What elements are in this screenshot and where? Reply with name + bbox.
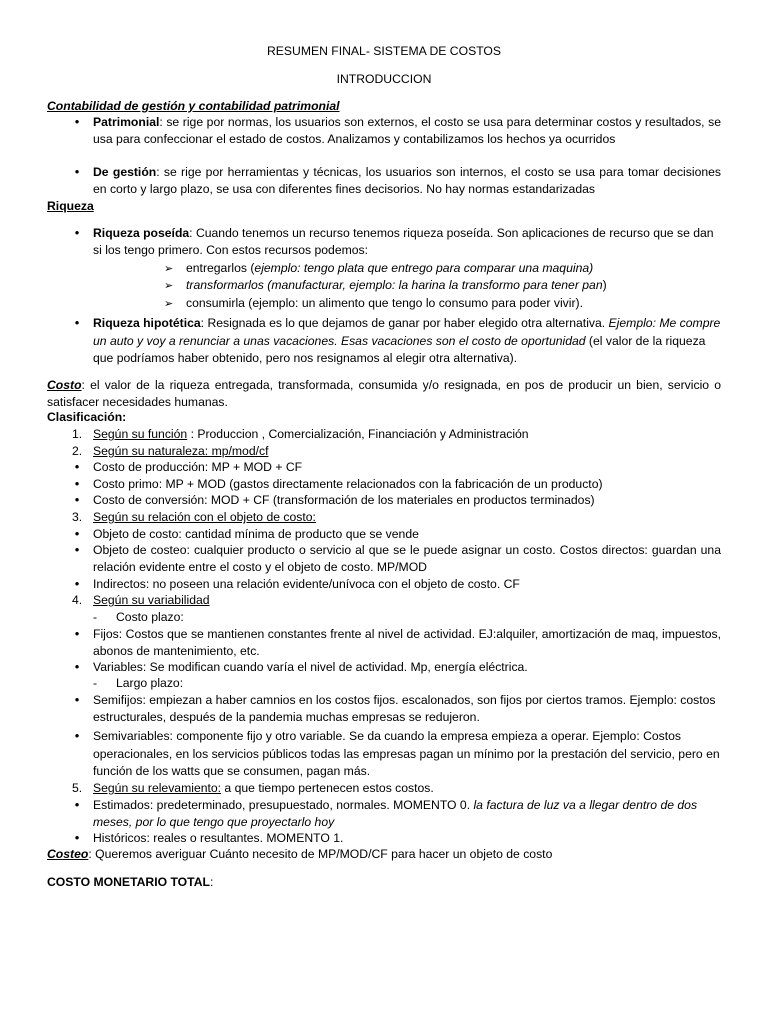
sub-heading: Costo plazo: [116, 610, 184, 624]
list-item: Semivariables: componente fijo y otro variable. Se da cuando la empresa empieza a operar. Ejemplo: Costos operacionales, en los servicios públicos todas las empresas pagan un mínimo por la prestación del servicio, pero en función de los watts que se consumen, pagan más. [93, 729, 720, 778]
text: : se rige por normas, los usuarios son externos, el costo se usa para determinar costos y resultados, se usa para confeccionar el estado de costos. Analizamos y contabilizamos los hechos ya ocurridos [93, 115, 721, 146]
dash-bullet: - [93, 676, 98, 690]
patrimonial-item [93, 114, 721, 148]
list-item: Objeto de costeo: cualquier producto o servicio al que se le puede asignar un costo. Costos directos: guardan una relación evidente entre el costo y el objeto de costo. MP/MOD [93, 543, 721, 574]
text-underlined: Según su relevamiento: [93, 781, 222, 795]
term: Costo [47, 378, 82, 392]
list-item: Costo primo: MP + MOD (gastos directamente relacionados con la fabricación de un producto) [93, 477, 603, 491]
text: : Cuando tenemos un recurso tenemos riqueza poseída. Son aplicaciones de recurso que se dan si los tengo primero. Con estos recursos podemos: [93, 226, 714, 257]
bullet: • [74, 830, 80, 845]
text: : Produccion , Comercialización, Financiación y Administración [187, 427, 529, 441]
document-title: RESUMEN FINAL- SISTEMA DE COSTOS [266, 44, 502, 58]
list-item: Objeto de costo: cantidad mínima de producto que se vende [93, 527, 419, 541]
costo-definition [47, 377, 721, 411]
list-item [93, 780, 721, 797]
gestion-item [93, 164, 721, 198]
list-item: Históricos: reales o resultantes. MOMENTO 1. [93, 831, 344, 845]
bullet: • [74, 164, 80, 179]
bullet: • [74, 492, 80, 507]
list-item: Según su relación con el objeto de costo: [93, 510, 316, 524]
sub-heading: Largo plazo: [116, 676, 184, 690]
text: entregarlos ( [186, 261, 255, 275]
bullet: • [74, 728, 80, 743]
sub-item: consumirla (ejemplo: un alimento que tengo lo consumo para poder vivir). [186, 296, 583, 310]
sub-item [186, 277, 726, 294]
costo-monetario-total [47, 874, 721, 891]
text: (el valor de la riqueza que podríamos haber obtenido, pero nos resignamos al elegir otra alternativa). [93, 333, 706, 365]
text-italic: Ejemplo: Me compre un auto y voy a renunciar a unas vacaciones. Esas vacaciones son el costo de oportunidad [93, 316, 721, 348]
text-italic: ejemplo: tengo plata que entrego para comparar una maquina) [254, 261, 594, 275]
list-item: Variables: Se modifican cuando varía el nivel de actividad. Mp, energía eléctrica. [93, 660, 528, 674]
dash-bullet: - [93, 610, 98, 624]
term: Costeo [47, 847, 89, 861]
list-item [93, 797, 721, 831]
clasificacion-heading: Clasificación: [47, 410, 127, 424]
list-item: Según su variabilidad [93, 593, 210, 607]
bullet: • [74, 114, 80, 129]
list-number: 2. [72, 444, 83, 458]
text: : se rige por herramientas y técnicas, los usuarios son internos, el costo se usa para tomar decisiones en corto y largo plazo, se usa con diferentes fines decisorios. No hay normas estandarizadas [93, 165, 721, 196]
bullet: • [74, 659, 80, 674]
text: : Queremos averiguar Cuánto necesito de MP/MOD/CF para hacer un objeto de costo [88, 847, 553, 861]
arrow-bullet-icon: ➢ [164, 298, 174, 310]
list-item: Indirectos: no poseen una relación evidente/unívoca con el objeto de costo. CF [93, 577, 520, 591]
list-item [93, 426, 721, 443]
text: a que tiempo pertenecen estos costos. [221, 781, 434, 795]
term: COSTO MONETARIO TOTAL [47, 875, 210, 889]
list-item: Costo de producción: MP + MOD + CF [93, 460, 303, 474]
text: : Resignada es lo que dejamos de ganar por haber elegido otra alternativa. [200, 316, 609, 330]
list-item: Semifijos: empiezan a haber camnios en los costos fijos. escalonados, son fijos por ciertos tramos. Ejemplo: costos estructurales, después de la pandemia muchas empresas se redujeron. [93, 693, 716, 724]
list-item: Fijos: Costos que se mantienen constantes frente al nivel de actividad. EJ:alquiler, amortización de maq, impuestos, abonos de mantenimiento, etc. [93, 627, 721, 658]
bullet: • [74, 797, 80, 812]
term: De gestión [93, 165, 157, 179]
list-item: Según su naturaleza: mp/mod/cf [93, 444, 269, 458]
contabilidad-heading: Contabilidad de gestión y contabilidad patrimonial [47, 99, 340, 113]
text: Estimados: predeterminado, presupuestado, normales. MOMENTO 0. [93, 798, 474, 812]
riqueza-poseida-item [93, 225, 721, 259]
term: Patrimonial [93, 115, 160, 129]
text-underlined: Según su función [93, 427, 188, 441]
list-number: 5. [72, 781, 83, 795]
section-title: INTRODUCCION [336, 72, 432, 86]
arrow-bullet-icon: ➢ [164, 280, 174, 292]
text-italic: transformarlos (manufacturar, ejemplo: la harina la transformo para tener pan [186, 278, 603, 292]
term: Riqueza hipotética [93, 316, 201, 330]
list-number: 1. [72, 427, 83, 441]
bullet: • [74, 476, 80, 491]
text: : el valor de la riqueza entregada, transformada, consumida y/o resignada, en pos de producir un bien, servicio o satisfacer necesidades humanas. [47, 378, 721, 409]
bullet: • [74, 526, 80, 541]
costeo-definition [47, 846, 721, 863]
riqueza-hipotetica-item [93, 315, 721, 368]
bullet: • [74, 542, 80, 557]
text: ) [602, 278, 607, 292]
arrow-bullet-icon: ➢ [164, 263, 174, 275]
list-number: 3. [72, 510, 83, 524]
bullet: • [74, 225, 80, 240]
riqueza-heading: Riqueza [47, 199, 94, 213]
sub-item [186, 260, 726, 277]
bullet: • [74, 576, 80, 591]
list-item: Costo de conversión: MOD + CF (transformación de los materiales en productos terminados) [93, 493, 595, 507]
list-number: 4. [72, 593, 83, 607]
term: Riqueza poseída [93, 226, 190, 240]
bullet: • [74, 692, 80, 707]
bullet: • [74, 459, 80, 474]
text: : [209, 875, 214, 889]
bullet: • [74, 626, 80, 641]
bullet: • [74, 315, 80, 330]
text-italic: la factura de luz va a llegar dentro de dos meses, por lo que tengo que proyectarlo hoy [93, 798, 698, 829]
